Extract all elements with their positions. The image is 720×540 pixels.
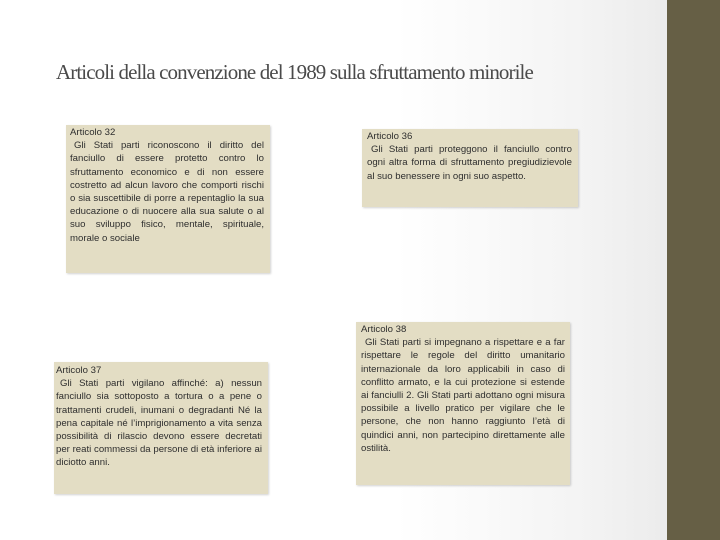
article-32-text: Gli Stati parti riconoscono il diritto del fanciullo di essere protetto contro lo sfruttamento economico e di non essere costretto ad alcun lavoro che comporti rischi o sia suscettibile di porre a repentaglio la sua educazione o di nuocere alla sua salute o al suo sviluppo fisico, mentale, spirituale, morale o sociale [70, 140, 264, 244]
slide-title: Articoli della convenzione del 1989 sulla sfruttamento minorile [56, 60, 533, 84]
article-36-box [362, 129, 578, 207]
article-36-heading: Articolo 36 [367, 131, 413, 142]
article-38-text: Gli Stati parti si impegnano a rispettare e a far rispettare le regole del diritto umanitario internazionale da loro applicabili in caso di conflitto armato, e la cui protezione si estende ai fanciulli 2. Gli Stati parti adottano ogni misura possibile a livello pratico per vigilare che le persone, che non hanno raggiunto l’età di quindici anni, non partecipino direttamente alle ostilità. [361, 337, 565, 454]
article-37-heading: Articolo 37 [56, 365, 102, 376]
article-38-heading: Articolo 38 [361, 324, 407, 335]
article-38-box [356, 322, 570, 485]
article-32-box [66, 125, 270, 273]
article-37-box [54, 362, 268, 494]
article-37-text: Gli Stati parti vigilano affinché: a) nessun fanciullo sia sottoposto a tortura o a pene o trattamenti crudeli, inumani o degradanti Né la pena capitale né l’imprigionamento a vita senza possibilità di rilascio devono essere decretati per reati commessi da persone di età inferiore ai diciotto anni. [56, 378, 262, 469]
article-36-text: Gli Stati parti proteggono il fanciullo contro ogni altra forma di sfruttamento pregiudizievole al suo benessere in ogni suo aspetto. [367, 144, 572, 182]
article-32-heading: Articolo 32 [70, 127, 116, 138]
accent-side-bar [667, 0, 720, 540]
